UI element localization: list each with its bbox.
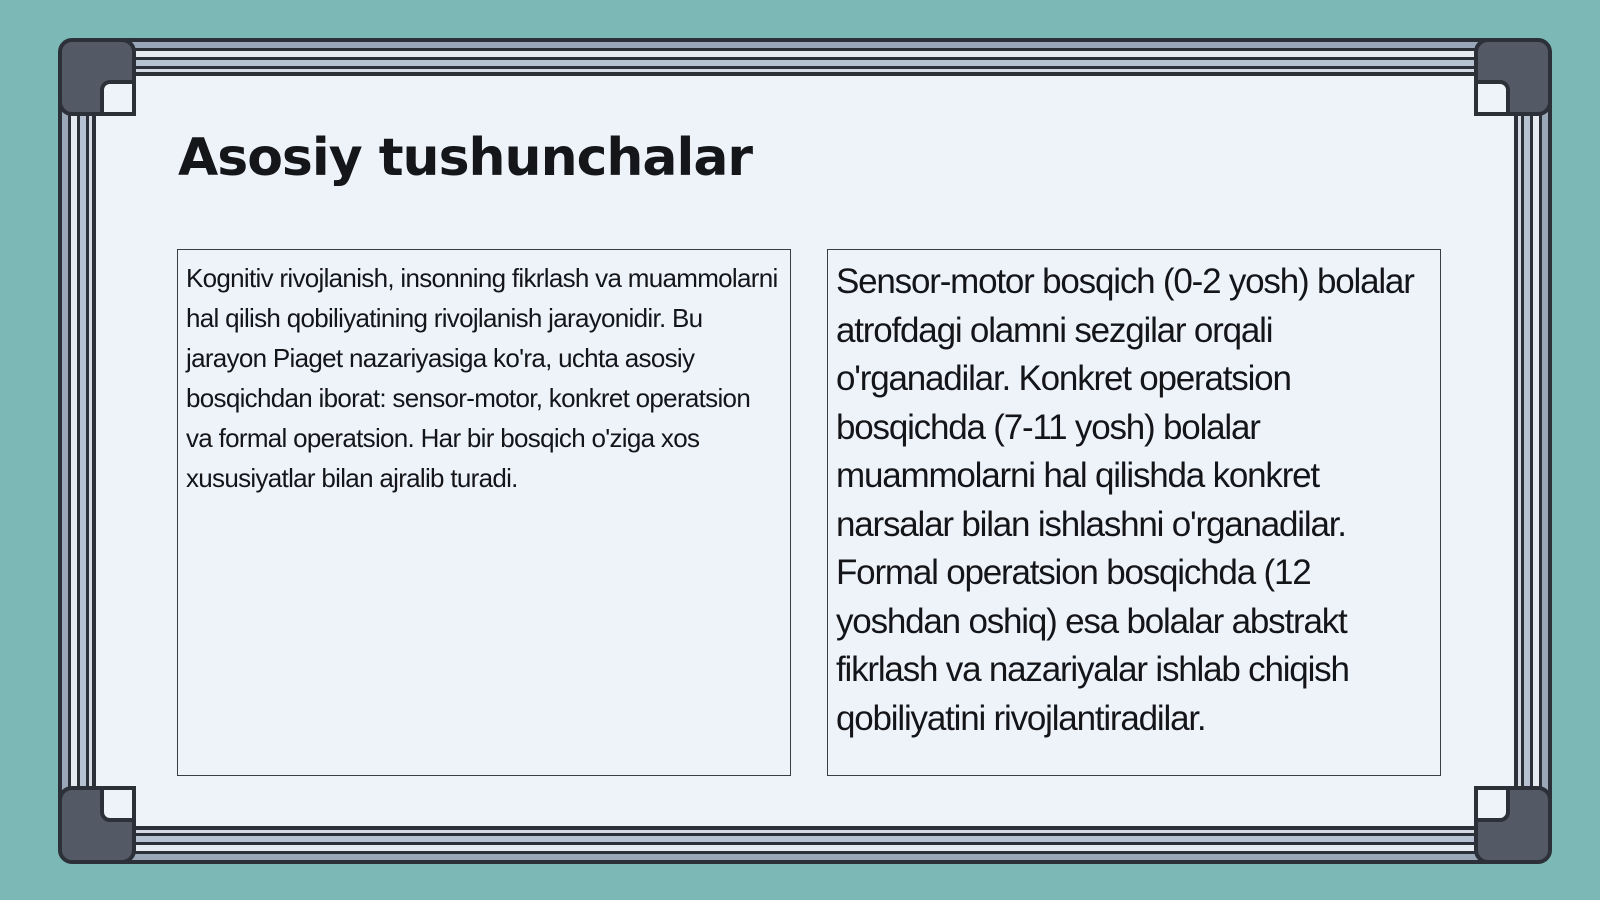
frame-corner-top-left: [58, 38, 136, 116]
right-text-box[interactable]: Sensor-motor bosqich (0-2 yosh) bolalar atrofdagi olamni sezgilar orqali o'rganadilar. Konkret operatsion bosqichda (7-11 yosh) bolalar muammolarni hal qilishda konkret narsalar bilan ishlashni o'rganadilar. Formal operatsion bosqichda (12 yoshdan oshiq) esa bolalar abstrakt fikrlash va nazariyalar ishlab chiqish qobiliyatini rivojlantiradilar.: [827, 249, 1441, 776]
frame-rail-right: [1512, 78, 1552, 824]
frame-rail-bottom: [98, 824, 1512, 864]
frame-corner-bottom-left: [58, 786, 136, 864]
left-text-box[interactable]: Kognitiv rivojlanish, insonning fikrlash va muammolarni hal qilish qobiliyatining rivojlanish jarayonidir. Bu jarayon Piaget nazariyasiga ko'ra, uchta asosiy bosqichdan iborat: sensor-motor, konkret operatsion va formal operatsion. Har bir bosqich o'ziga xos xususiyatlar bilan ajralib turadi.: [177, 249, 791, 776]
slide-title: Asosiy tushunchalar: [178, 128, 753, 188]
frame-corner-bottom-right: [1474, 786, 1552, 864]
frame-corner-top-right: [1474, 38, 1552, 116]
